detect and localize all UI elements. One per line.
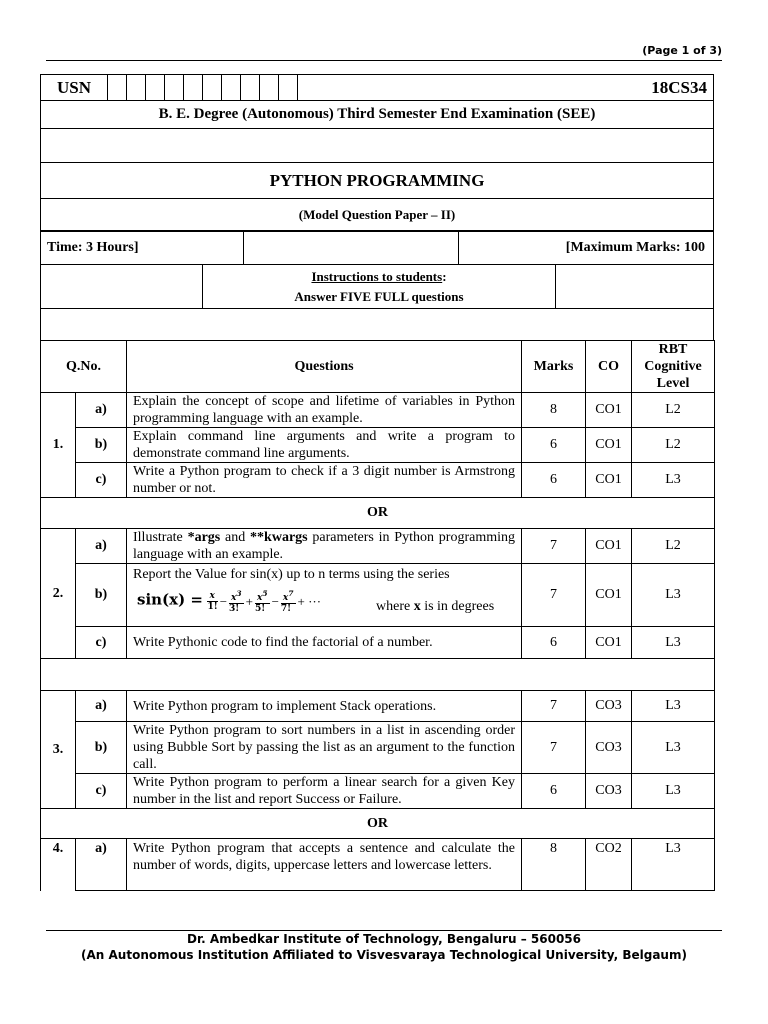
question-text: Write a Python program to check if a 3 digit number is Armstrong number or not. [127, 463, 522, 498]
blank-cell [556, 265, 714, 309]
question-text: Write Python program to implement Stack operations. [127, 691, 522, 722]
col-questions: Questions [127, 341, 522, 393]
usn-box [279, 75, 298, 101]
question-text [127, 564, 522, 627]
time-label: Time: 3 Hours] [41, 231, 244, 265]
text-segment: parameters in Python programming language with an example. [133, 530, 515, 562]
usn-row [40, 74, 714, 101]
variable-x: x [413, 599, 421, 614]
part-label: b) [76, 722, 127, 774]
blank-cell [41, 265, 203, 309]
marks-cell: 8 [522, 393, 586, 428]
formula-term: $\frac{x^5}{5!}$ [254, 589, 268, 614]
rbt-cell: L3 [632, 839, 715, 891]
part-label: c) [76, 463, 127, 498]
marks-cell: 7 [522, 691, 586, 722]
formula-term: $\frac{x}{1!}$ [207, 591, 218, 612]
rbt-cell: L3 [632, 627, 715, 659]
course-code: 18CS34 [298, 75, 714, 101]
question-text: Write Pythonic code to find the factorial of a number. [127, 627, 522, 659]
marks-cell: 7 [522, 529, 586, 564]
series-formula [133, 583, 515, 619]
co-cell: CO1 [586, 627, 632, 659]
formula-lhs: sin(x) = [137, 590, 203, 609]
rbt-cell: L3 [632, 564, 715, 627]
part-label: a) [76, 839, 127, 891]
usn-box [260, 75, 279, 101]
rbt-cell: L3 [632, 463, 715, 498]
footer-rule [46, 930, 722, 931]
marks-cell: 6 [522, 774, 586, 809]
usn-label: USN [41, 75, 108, 101]
usn-box [203, 75, 222, 101]
time-marks-row [40, 230, 714, 265]
text-segment: where [376, 599, 414, 614]
page-number: (Page 1 of 3) [642, 44, 722, 57]
co-cell: CO1 [586, 529, 632, 564]
footer-affiliation: (An Autonomous Institution Affiliated to Visvesvaraya Technological University, Belgaum) [81, 948, 687, 962]
subject-title: PYTHON PROGRAMMING [41, 163, 714, 199]
rbt-cell: L3 [632, 691, 715, 722]
usn-box [127, 75, 146, 101]
usn-box [222, 75, 241, 101]
instructions-colon: : [442, 268, 447, 284]
rbt-cell: L2 [632, 428, 715, 463]
marks-cell: 6 [522, 428, 586, 463]
usn-box [108, 75, 127, 101]
marks-cell: 7 [522, 564, 586, 627]
question-number: 1. [41, 393, 76, 498]
exam-title: B. E. Degree (Autonomous) Third Semester End Examination (SEE) [41, 101, 714, 129]
part-label: a) [76, 529, 127, 564]
co-cell: CO3 [586, 722, 632, 774]
questions-table [40, 340, 715, 891]
question-text: Write Python program that accepts a sentence and calculate the number of words, digits, uppercase letters and lowercase letters. [127, 839, 522, 891]
co-cell: CO3 [586, 691, 632, 722]
footer-institute: Dr. Ambedkar Institute of Technology, Bengaluru – 560056 [187, 932, 581, 946]
rbt-cell: L3 [632, 774, 715, 809]
marks-cell: 6 [522, 627, 586, 659]
instructions-title: Instructions to students [311, 268, 443, 284]
blank-row [41, 129, 714, 163]
col-rbt: RBT Cognitive Level [632, 341, 715, 393]
paper-type: (Model Question Paper – II) [41, 199, 714, 232]
instructions-row [40, 264, 714, 309]
rbt-cell: L2 [632, 529, 715, 564]
usn-box [146, 75, 165, 101]
keyword-args: *args [187, 530, 221, 545]
formula-term: $\frac{x^3}{3!}$ [229, 589, 242, 614]
formula-expression: sin(x) = $\frac{x}{1!}$ − $\frac{x^3}{3!}$ + $\frac{x^5}{5!}$ − $\frac{x^7}{7!}$ + ··· [137, 589, 322, 614]
question-number: 2. [41, 529, 76, 659]
question-number: 3. [41, 691, 76, 809]
max-marks: [Maximum Marks: 100 [459, 231, 714, 265]
co-cell: CO1 [586, 393, 632, 428]
usn-box [241, 75, 260, 101]
spacer-row [40, 308, 714, 341]
degrees-note [376, 598, 494, 615]
question-number: 4. [41, 839, 76, 891]
text-segment: Illustrate [133, 530, 188, 545]
marks-cell: 7 [522, 722, 586, 774]
blank-cell [244, 231, 459, 265]
text-segment: and [220, 530, 251, 545]
part-label: b) [76, 428, 127, 463]
part-label: a) [76, 691, 127, 722]
marks-cell: 6 [522, 463, 586, 498]
co-cell: CO1 [586, 564, 632, 627]
blank-row [41, 309, 714, 341]
col-qno: Q.No. [41, 341, 127, 393]
rbt-cell: L3 [632, 722, 715, 774]
part-label: c) [76, 774, 127, 809]
co-cell: CO3 [586, 774, 632, 809]
series-prompt: Report the Value for sin(x) up to n terms using the series [133, 567, 450, 582]
blank-row [41, 659, 715, 691]
instructions [203, 265, 556, 309]
co-cell: CO2 [586, 839, 632, 891]
question-text: Explain command line arguments and write a program to demonstrate command line arguments. [127, 428, 522, 463]
question-text: Write Python program to sort numbers in a list in ascending order using Bubble Sort by passing the list as an argument to the function call. [127, 722, 522, 774]
formula-term: $\frac{x^7}{7!}$ [280, 589, 294, 614]
or-separator: OR [41, 498, 715, 529]
col-co: CO [586, 341, 632, 393]
usn-box [184, 75, 203, 101]
question-text: Write Python program to perform a linear search for a given Key number in the list and report Success or Failure. [127, 774, 522, 809]
question-text: Explain the concept of scope and lifetime of variables in Python programming language with an example. [127, 393, 522, 428]
part-label: a) [76, 393, 127, 428]
col-marks: Marks [522, 341, 586, 393]
text-segment: is in degrees [420, 599, 495, 614]
marks-cell: 8 [522, 839, 586, 891]
exam-header [40, 100, 714, 232]
header-rule [46, 60, 722, 61]
part-label: b) [76, 564, 127, 627]
keyword-kwargs: **kwargs [250, 530, 308, 545]
or-separator: OR [41, 809, 715, 839]
usn-box [165, 75, 184, 101]
co-cell: CO1 [586, 463, 632, 498]
part-label: c) [76, 627, 127, 659]
instructions-text: Answer FIVE FULL questions [294, 288, 464, 304]
co-cell: CO1 [586, 428, 632, 463]
question-text [127, 529, 522, 564]
rbt-cell: L2 [632, 393, 715, 428]
